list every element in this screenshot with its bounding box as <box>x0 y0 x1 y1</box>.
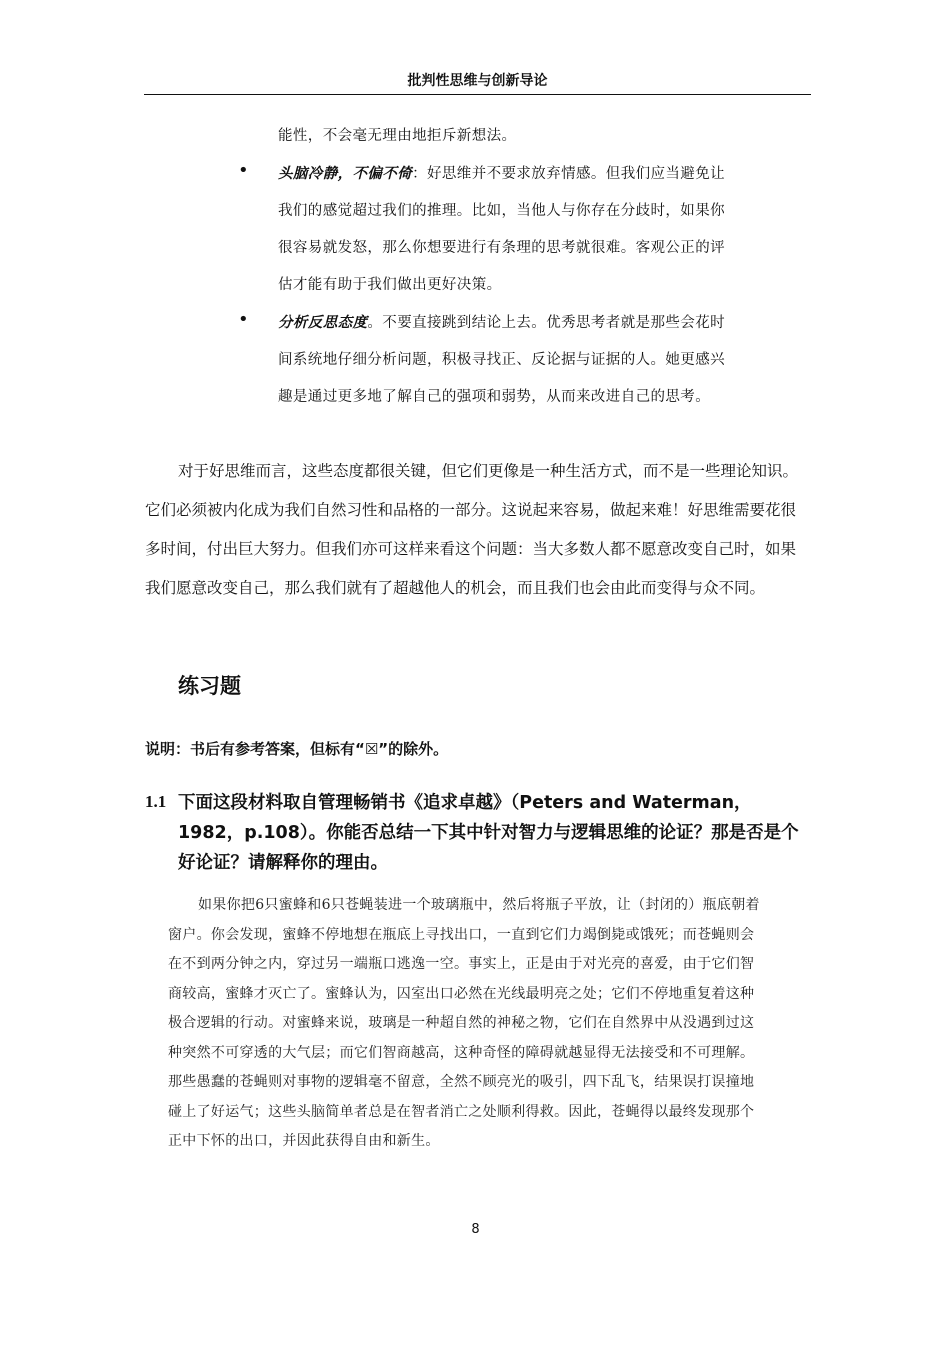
exercise-question: 下面这段材料取自管理畅销书《追求卓越》（Peters and Waterman，1982，p.108）。你能否总结一下其中针对智力与逻辑思维的论证？那是否是个好论证？请解释你的理由。 <box>178 793 799 873</box>
bullet-item-calm <box>278 155 728 304</box>
exercise-quote: 如果你把6只蜜蜂和6只苍蝇装进一个玻璃瓶中，然后将瓶子平放，让（封闭的）瓶底朝着窗户。你会发现，蜜蜂不停地想在瓶底上寻找出口，一直到它们力竭倒毙或饿死；而苍蝇则会在不到两分钟之内，穿过另一端瓶口逃逸一空。事实上，正是由于对光亮的喜爱，由于它们智商较高，蜜蜂才灭亡了。蜜蜂认为，囚室出口必然在光线最明亮之处；它们不停地重复着这种极合逻辑的行动。对蜜蜂来说，玻璃是一种超自然的神秘之物，它们在自然界中从没遇到过这种突然不可穿透的大气层；而它们智商越高，这种奇怪的障碍就越显得无法接受和不可理解。那些愚蠢的苍蝇则对事物的逻辑毫不留意，全然不顾亮光的吸引，四下乱飞，结果误打误撞地碰上了好运气；这些头脑简单者总是在智者消亡之处顺利得救。因此，苍蝇得以最终发现那个正中下怀的出口，并因此获得自由和新生。 <box>168 897 760 1149</box>
running-header: 批判性思维与创新导论 <box>407 73 548 89</box>
bullet-item-text: ：好思维并不要求放弃情感。但我们应当避免让我们的感觉超过我们的推理。比如，当他人与你存在分歧时，如果你很容易就发怒，那么你想要进行有条理的思考就很难。客观公正的评估才能有助于我们做出更好决策。 <box>278 166 726 293</box>
bullet-marker: • <box>238 309 249 330</box>
body-paragraph: 对于好思维而言，这些态度都很关键，但它们更像是一种生活方式，而不是一些理论知识。它们必须被内化成为我们自然习性和品格的一部分。这说起来容易，做起来难！好思维需要花很多时间，付出巨大努力。但我们亦可这样来看这个问题：当大多数人都不愿意改变自己时，如果我们愿意改变自己，那么我们就有了超越他人的机会，而且我们也会由此而变得与众不同。 <box>145 462 799 597</box>
bullet-continuation: 能性，不会毫无理由地拒斥新想法。 <box>278 128 517 144</box>
section-title: 练习题 <box>178 674 241 698</box>
answer-note: 说明：书后有参考答案，但标有“☒”的除外。 <box>145 740 449 758</box>
bullet-item-bold: 分析反思态度 <box>278 314 368 331</box>
bullet-item-text: 。不要直接跳到结论上去。优秀思考者就是那些会花时间系统地仔细分析问题，积极寻找正、反论据与证据的人。她更感兴趣是通过更多地了解自己的强项和弱势，从而来改进自己的思考。 <box>278 315 726 405</box>
exercise-number: 1.1 <box>145 792 167 811</box>
bullet-item-reflective <box>278 304 728 416</box>
bullet-item-bold: 头脑冷静，不偏不倚 <box>278 165 413 182</box>
bullet-marker: • <box>238 160 249 181</box>
page-number: 8 <box>471 1222 480 1237</box>
header-divider <box>144 94 811 95</box>
